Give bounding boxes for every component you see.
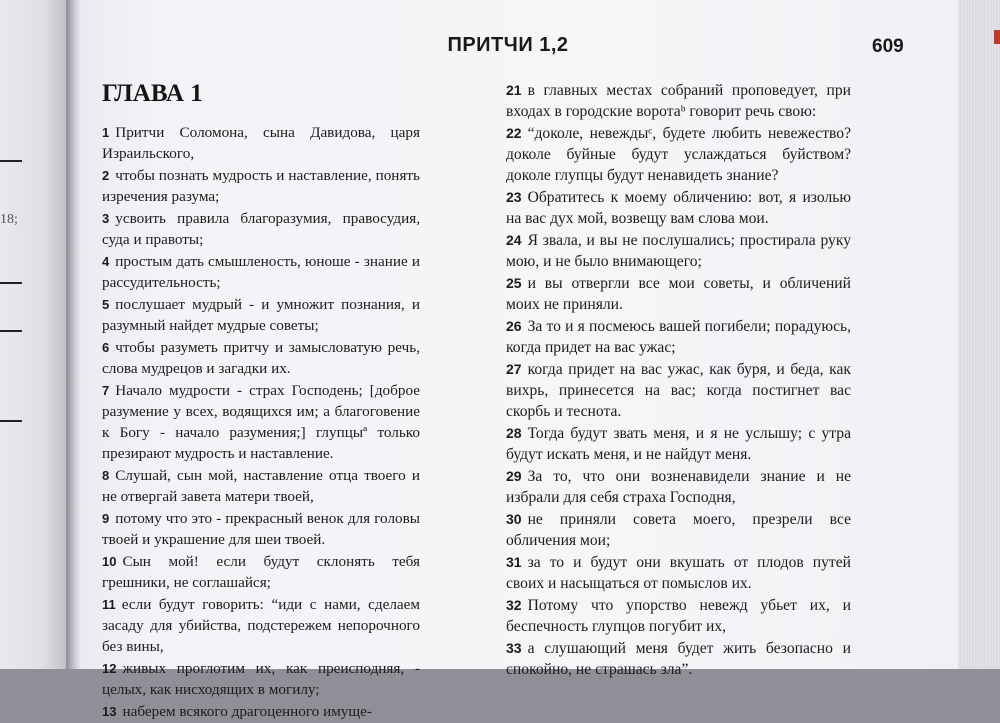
verse xyxy=(102,380,420,464)
verse-text: За то и я посмеюсь вашей погибели; порадуюсь, когда придет на вас ужас; xyxy=(506,318,851,356)
verse-number: 1 xyxy=(102,125,110,140)
verse-text: за то и будут они вкушать от плодов путей своих и насыщаться от помыслов их. xyxy=(506,554,851,592)
verse-text: простым дать смышленость, юноше - знание и рассудительность; xyxy=(102,253,420,291)
verse xyxy=(506,230,851,272)
left-page-mark xyxy=(0,330,22,332)
verse-number: 9 xyxy=(102,511,110,526)
verse xyxy=(506,466,851,508)
verse-number: 8 xyxy=(102,468,110,483)
verse xyxy=(102,208,420,250)
verse-number: 27 xyxy=(506,361,522,377)
verse-number: 7 xyxy=(102,383,110,398)
verse-number: 5 xyxy=(102,297,110,312)
verse-text: не приняли совета моего, презрели все обличения мои; xyxy=(506,511,851,549)
verse-text: Потому что упорство невежд убьет их, и беспечность глупцов погубит их, xyxy=(506,597,851,635)
verse xyxy=(506,316,851,358)
verse-text: живых проглотим их, как преисподняя, - целых, как нисходящих в могилу; xyxy=(102,660,420,698)
verse xyxy=(506,273,851,315)
verse-number: 24 xyxy=(506,232,522,248)
verse-text: За то, что они возненавидели знание и не избрали для себя страха Господня, xyxy=(506,468,851,506)
verse-text: Сын мой! если будут склонять тебя грешники, не соглашайся; xyxy=(102,553,420,591)
left-column xyxy=(102,80,420,723)
verse-number: 6 xyxy=(102,340,110,355)
verse-text: чтобы разуметь притчу и замысловатую речь, слова мудрецов и загадки их. xyxy=(102,339,420,377)
verse-number: 4 xyxy=(102,254,110,269)
verse-number: 3 xyxy=(102,211,110,226)
verse-number: 13 xyxy=(102,704,117,719)
verse xyxy=(506,638,851,680)
verse-text: когда придет на вас ужас, как буря, и беда, как вихрь, принесется на вас; когда постигнет вас скорбь и теснота. xyxy=(506,361,851,420)
chapter-title: ГЛАВА 1 xyxy=(102,80,203,107)
verse xyxy=(506,552,851,594)
verse-text: послушает мудрый - и умножит познания, и разумный найдет мудрые советы; xyxy=(102,296,420,334)
page-number: 609 xyxy=(872,36,904,57)
verse-number: 33 xyxy=(506,640,522,656)
verse-text: а слушающий меня будет жить безопасно и спокойно, не страшась зла”. xyxy=(506,640,851,678)
verse xyxy=(102,122,420,164)
bookmark-ribbon xyxy=(994,30,1000,44)
verse xyxy=(506,509,851,551)
verse-text: потому что это - прекрасный венок для головы твоей и украшение для шеи твоей. xyxy=(102,510,420,548)
verse-text: и вы отвергли все мои советы, и обличений моих не приняли. xyxy=(506,275,851,313)
verse-text: в главных местах собраний проповедует, при входах в городские воротаᵇ говорит речь свою: xyxy=(506,82,851,120)
verse xyxy=(102,508,420,550)
verse-number: 30 xyxy=(506,511,522,527)
verse xyxy=(506,359,851,422)
verse-number: 26 xyxy=(506,318,522,334)
verse xyxy=(102,165,420,207)
verse-text: усвоить правила благоразумия, правосудия, суда и правоты; xyxy=(102,210,420,248)
left-facing-page xyxy=(0,0,72,669)
verse-text: наберем всякого драгоценного имуще- xyxy=(122,703,372,720)
right-column xyxy=(506,80,851,681)
verse-number: 10 xyxy=(102,554,117,569)
verse xyxy=(102,551,420,593)
verse xyxy=(102,251,420,293)
left-page-fragment: 18; xyxy=(0,212,18,227)
verse xyxy=(506,80,851,122)
verse xyxy=(102,465,420,507)
left-verse-list xyxy=(102,122,420,722)
verse-text: Начало мудрости - страх Господень; [доброе разумение у всех, водящихся им; а благоговение к Богу - начало разумения;] глупцыª только презирают мудрость и наставление. xyxy=(102,382,420,462)
verse xyxy=(102,294,420,336)
left-page-mark xyxy=(0,420,22,422)
verse-number: 23 xyxy=(506,189,522,205)
left-page-mark xyxy=(0,282,22,284)
verse xyxy=(506,595,851,637)
verse xyxy=(506,187,851,229)
verse xyxy=(102,594,420,657)
verse-number: 22 xyxy=(506,125,522,141)
verse-number: 29 xyxy=(506,468,522,484)
verse-text: Обратитесь к моему обличению: вот, я изолью на вас дух мой, возвещу вам слова мои. xyxy=(506,189,851,227)
verse-number: 2 xyxy=(102,168,110,183)
page-edges xyxy=(958,0,1000,669)
verse-number: 25 xyxy=(506,275,522,291)
right-verse-list xyxy=(506,80,851,680)
verse-text: “доколе, невеждыᶜ, будете любить невежество? доколе буйные будут услаждаться буйством? доколе глупцы будут ненавидеть знание? xyxy=(506,125,851,184)
verse-text: Я звала, и вы не послушались; простирала руку мою, и не было внимающего; xyxy=(506,232,851,270)
verse-text: если будут говорить: “иди с нами, сделаем засаду для убийства, подстережем непорочного без вины, xyxy=(102,596,420,655)
verse-text: Тогда будут звать меня, и я не услышу; с утра будут искать меня, и не найдут меня. xyxy=(506,425,851,463)
verse xyxy=(506,423,851,465)
verse-number: 11 xyxy=(102,597,116,612)
running-head: ПРИТЧИ 1,2 xyxy=(447,34,569,56)
verse-number: 32 xyxy=(506,597,522,613)
verse-text: Слушай, сын мой, наставление отца твоего и не отвергай завета матери твоей, xyxy=(102,467,420,505)
verse xyxy=(102,658,420,700)
verse-number: 28 xyxy=(506,425,522,441)
verse-text: Притчи Соломона, сына Давидова, царя Израильского, xyxy=(102,124,420,162)
book-page xyxy=(80,0,960,720)
verse xyxy=(102,337,420,379)
verse-number: 31 xyxy=(506,554,522,570)
left-page-mark xyxy=(0,160,22,162)
verse-number: 12 xyxy=(102,661,117,676)
verse-number: 21 xyxy=(506,82,522,98)
verse xyxy=(102,701,420,722)
verse xyxy=(506,123,851,186)
verse-text: чтобы познать мудрость и наставление, понять изречения разума; xyxy=(102,167,420,205)
